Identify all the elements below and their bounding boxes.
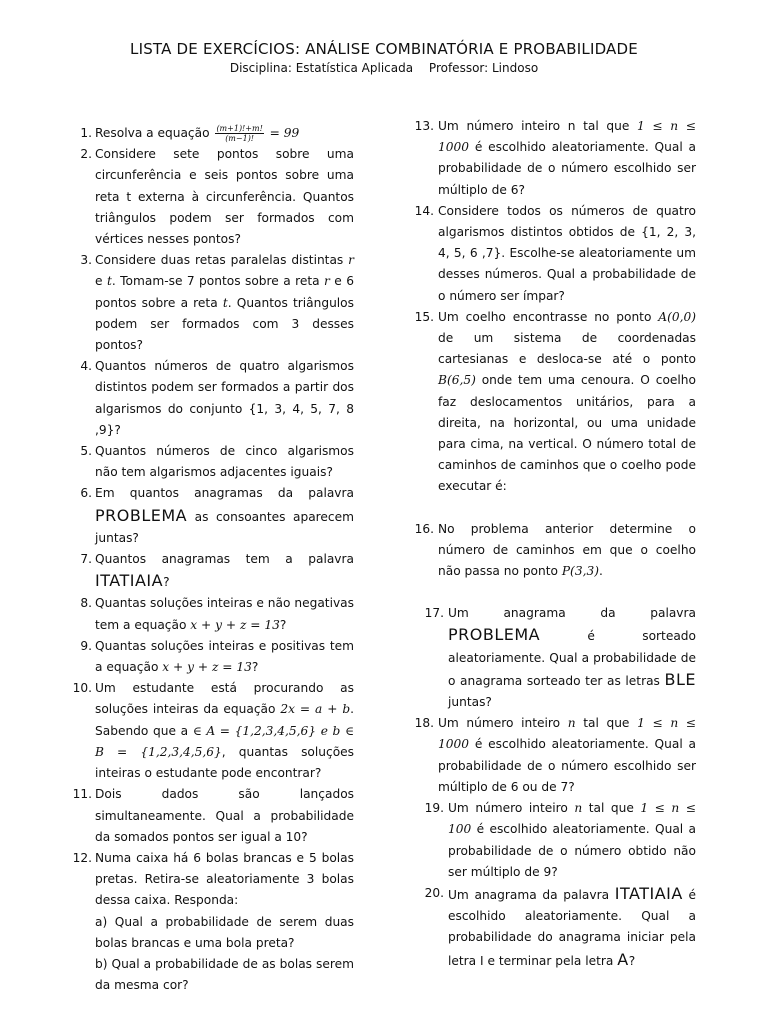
exercise-number: 14.	[414, 203, 434, 218]
exercise-text: Um número inteiro	[448, 801, 575, 816]
exercise-text: e	[95, 274, 107, 289]
exercise-text: onde tem uma cenoura. O coelho faz deslocamentos unitários, para a direita, na horizontal, ou uma unidade para cima, na vertical. O número total de caminhos de caminhos que o coelho pode executar é:	[438, 373, 696, 494]
word-highlight: BLE	[664, 669, 696, 689]
exercise-number: 8.	[80, 596, 92, 611]
exercise-text: Considere todos os números de quatro algarismos distintos obtidos de {1, 2, 3, 4, 5, 6 ,7}. Escolhe-se aleatoriamente um desses números. Qual a probabilidade de o número ser ímpar?	[438, 203, 696, 303]
exercise-number: 18.	[414, 716, 434, 731]
exercise-text: No problema anterior determine o número de caminhos em que o coelho não passa no ponto	[438, 521, 696, 579]
exercise-text: . Sabendo que a	[95, 702, 354, 738]
professor-label: Professor: Lindoso	[428, 61, 539, 75]
exercise-number: 2.	[80, 147, 92, 162]
equation: 1 ≤ n ≤ 100	[448, 801, 696, 837]
point: B(6,5)	[438, 373, 476, 388]
exercise-8	[66, 593, 354, 635]
equation: 1 ≤ n ≤ 1000	[438, 716, 697, 752]
exercise-16	[410, 519, 696, 583]
exercise-text: de um sistema de coordenadas cartesianas e desloca-se até o ponto	[438, 331, 696, 367]
word-highlight: ITATIAIA	[614, 883, 683, 903]
exercise-text: as consoantes aparecem juntas?	[95, 509, 354, 545]
exercise-19	[420, 798, 696, 883]
equation: 1 ≤ n ≤ 1000	[438, 119, 696, 155]
exercise-number: 16.	[414, 521, 434, 536]
spacer	[410, 582, 696, 603]
exercise-6	[66, 483, 354, 549]
exercise-18	[410, 713, 696, 798]
exercise-text: é escolhido aleatoriamente. Qual a probabilidade de o número escolhido ser múltiplo de 6 ou de 7?	[438, 737, 696, 794]
exercise-20	[420, 883, 696, 972]
exercise-text: é sorteado aleatoriamente. Qual a probabilidade de o anagrama sorteado ter as letras	[448, 629, 696, 688]
exercise-number: 5.	[80, 444, 92, 459]
exercise-7	[66, 549, 354, 593]
exercise-11	[66, 784, 354, 848]
exercise-text: , quantas soluções inteiras o estudante pode encontrar?	[95, 744, 354, 781]
exercise-text: .	[598, 564, 603, 579]
equation: ∈ A = {1,2,3,4,5,6} e b ∈ B = {1,2,3,4,5,6}	[95, 723, 355, 759]
sub-question-b: b) Qual a probabilidade de as bolas serem da mesma cor?	[95, 956, 354, 993]
exercise-text: Quantas soluções inteiras e não negativas tem a equação	[95, 596, 354, 632]
exercise-14	[410, 201, 696, 307]
exercise-number: 13.	[414, 119, 434, 133]
exercise-3	[66, 250, 354, 356]
exercise-text: Um anagrama da palavra	[448, 887, 615, 902]
document-title: LISTA DE EXERCÍCIOS: ANÁLISE COMBINATÓRIA E PROBABILIDADE	[130, 40, 638, 58]
fraction-numerator: (m+1)!+m!	[216, 124, 263, 133]
exercise-text: tal que	[575, 716, 638, 731]
exercise-9	[66, 636, 354, 678]
sub-question-a: a) Qual a probabilidade de serem duas bolas brancas e uma bola preta?	[95, 914, 354, 950]
fraction	[215, 124, 263, 143]
exercise-text: e 6 pontos sobre a reta	[95, 274, 354, 310]
right-column	[410, 116, 696, 972]
math-var: r	[324, 274, 330, 289]
exercise-text: ?	[279, 617, 287, 632]
document-subtitle	[0, 61, 768, 75]
exercise-text: Resolva a equação	[95, 126, 214, 140]
exercise-text: ?	[628, 953, 636, 968]
exercise-1	[66, 123, 354, 144]
exercise-17	[420, 603, 696, 713]
exercise-text: Quantos anagramas tem a palavra	[95, 552, 354, 567]
exercise-text: Quantos números de quatro algarismos distintos podem ser formados a partir dos algarismos do conjunto {1, 3, 4, 5, 7, 8 ,9}?	[95, 359, 354, 437]
exercise-text: ?	[251, 660, 259, 675]
exercise-text: é escolhido aleatoriamente. Qual a probabilidade de o número escolhido ser múltiplo de 6?	[438, 140, 696, 197]
exercise-15	[410, 307, 696, 498]
equation: 2x = a + b	[280, 702, 351, 717]
exercise-text: Numa caixa há 6 bolas brancas e 5 bolas pretas. Retira-se aleatoriamente 3 bolas dessa caixa. Responda:	[95, 850, 354, 908]
fraction-denominator: (m−1)!	[225, 134, 255, 143]
point: A(0,0)	[658, 309, 696, 324]
math-var: r	[348, 253, 354, 268]
exercise-text: ?	[163, 575, 170, 590]
exercise-number: 9.	[80, 638, 92, 653]
exercise-number: 19.	[424, 801, 444, 816]
equation: x + y + z = 13	[190, 617, 280, 632]
exercise-number: 7.	[80, 552, 92, 567]
exercise-5	[66, 441, 354, 483]
exercise-number: 6.	[80, 486, 92, 501]
left-column	[66, 123, 354, 996]
exercise-text: Quantos números de cinco algarismos não tem algarismos adjacentes iguais?	[95, 444, 354, 480]
exercise-text: Um estudante está procurando as soluções inteiras da equação	[95, 681, 354, 717]
exercise-text: é escolhido aleatoriamente. Qual a probabilidade de o número obtido não ser múltiplo de 9?	[448, 822, 696, 879]
exercise-text: Quantas soluções inteiras e positivas tem a equação	[95, 638, 354, 675]
exercise-text: Considere sete pontos sobre uma circunferência e seis pontos sobre uma reta t externa à circunferência. Quantos triângulos podem ser formados com vértices nesses pontos?	[95, 147, 354, 247]
math-var: n	[567, 716, 576, 731]
word-highlight: PROBLEMA	[95, 505, 188, 525]
exercise-number: 12.	[72, 850, 92, 865]
exercise-number: 4.	[80, 359, 92, 374]
math-var: t	[106, 274, 112, 289]
exercise-4	[66, 356, 354, 441]
exercise-text: Dois dados são lançados simultaneamente. Qual a probabilidade da somados pontos ser igual a 10?	[95, 787, 354, 844]
math-var: n	[574, 801, 583, 816]
exercise-number: 11.	[72, 787, 92, 802]
exercise-text: . Tomam-se 7 pontos sobre a reta	[111, 274, 325, 289]
point: P(3,3)	[561, 564, 599, 579]
exercise-text: Em quantos anagramas da palavra	[95, 486, 354, 501]
exercise-number: 3.	[80, 253, 92, 268]
exercise-13	[410, 116, 696, 201]
word-highlight: A	[617, 949, 629, 969]
equation: x + y + z = 13	[162, 660, 252, 675]
discipline-label: Disciplina: Estatística Aplicada	[229, 61, 414, 75]
word-highlight: ITATIAIA	[95, 571, 164, 591]
exercise-text: Um anagrama da palavra	[448, 606, 696, 621]
exercise-text: é escolhido aleatoriamente. Qual a probabilidade do anagrama iniciar pela letra I e terminar pela letra	[448, 887, 697, 968]
exercise-number: 1.	[80, 126, 92, 140]
word-highlight: PROBLEMA	[448, 625, 541, 645]
equation: = 99	[265, 126, 300, 140]
spacer	[410, 498, 696, 519]
exercise-number: 20.	[424, 885, 444, 900]
exercise-number: 15.	[414, 309, 434, 324]
exercise-text: Um número inteiro	[438, 716, 568, 731]
exercise-text: Um coelho encontrasse no ponto	[438, 309, 659, 324]
exercise-text: juntas?	[448, 695, 492, 710]
document-header	[0, 40, 768, 75]
exercise-12	[66, 848, 354, 996]
math-var: t	[222, 295, 228, 310]
exercise-number: 10.	[72, 681, 92, 696]
exercise-text: Um número inteiro n tal que	[438, 119, 638, 133]
exercise-text: tal que	[582, 801, 641, 816]
exercise-number: 17.	[424, 606, 444, 621]
exercise-text: Considere duas retas paralelas distintas	[95, 253, 349, 268]
exercise-text: . Quantos triângulos podem ser formados com 3 desses pontos?	[95, 295, 354, 353]
exercise-10	[66, 678, 354, 784]
exercise-2	[66, 144, 354, 250]
